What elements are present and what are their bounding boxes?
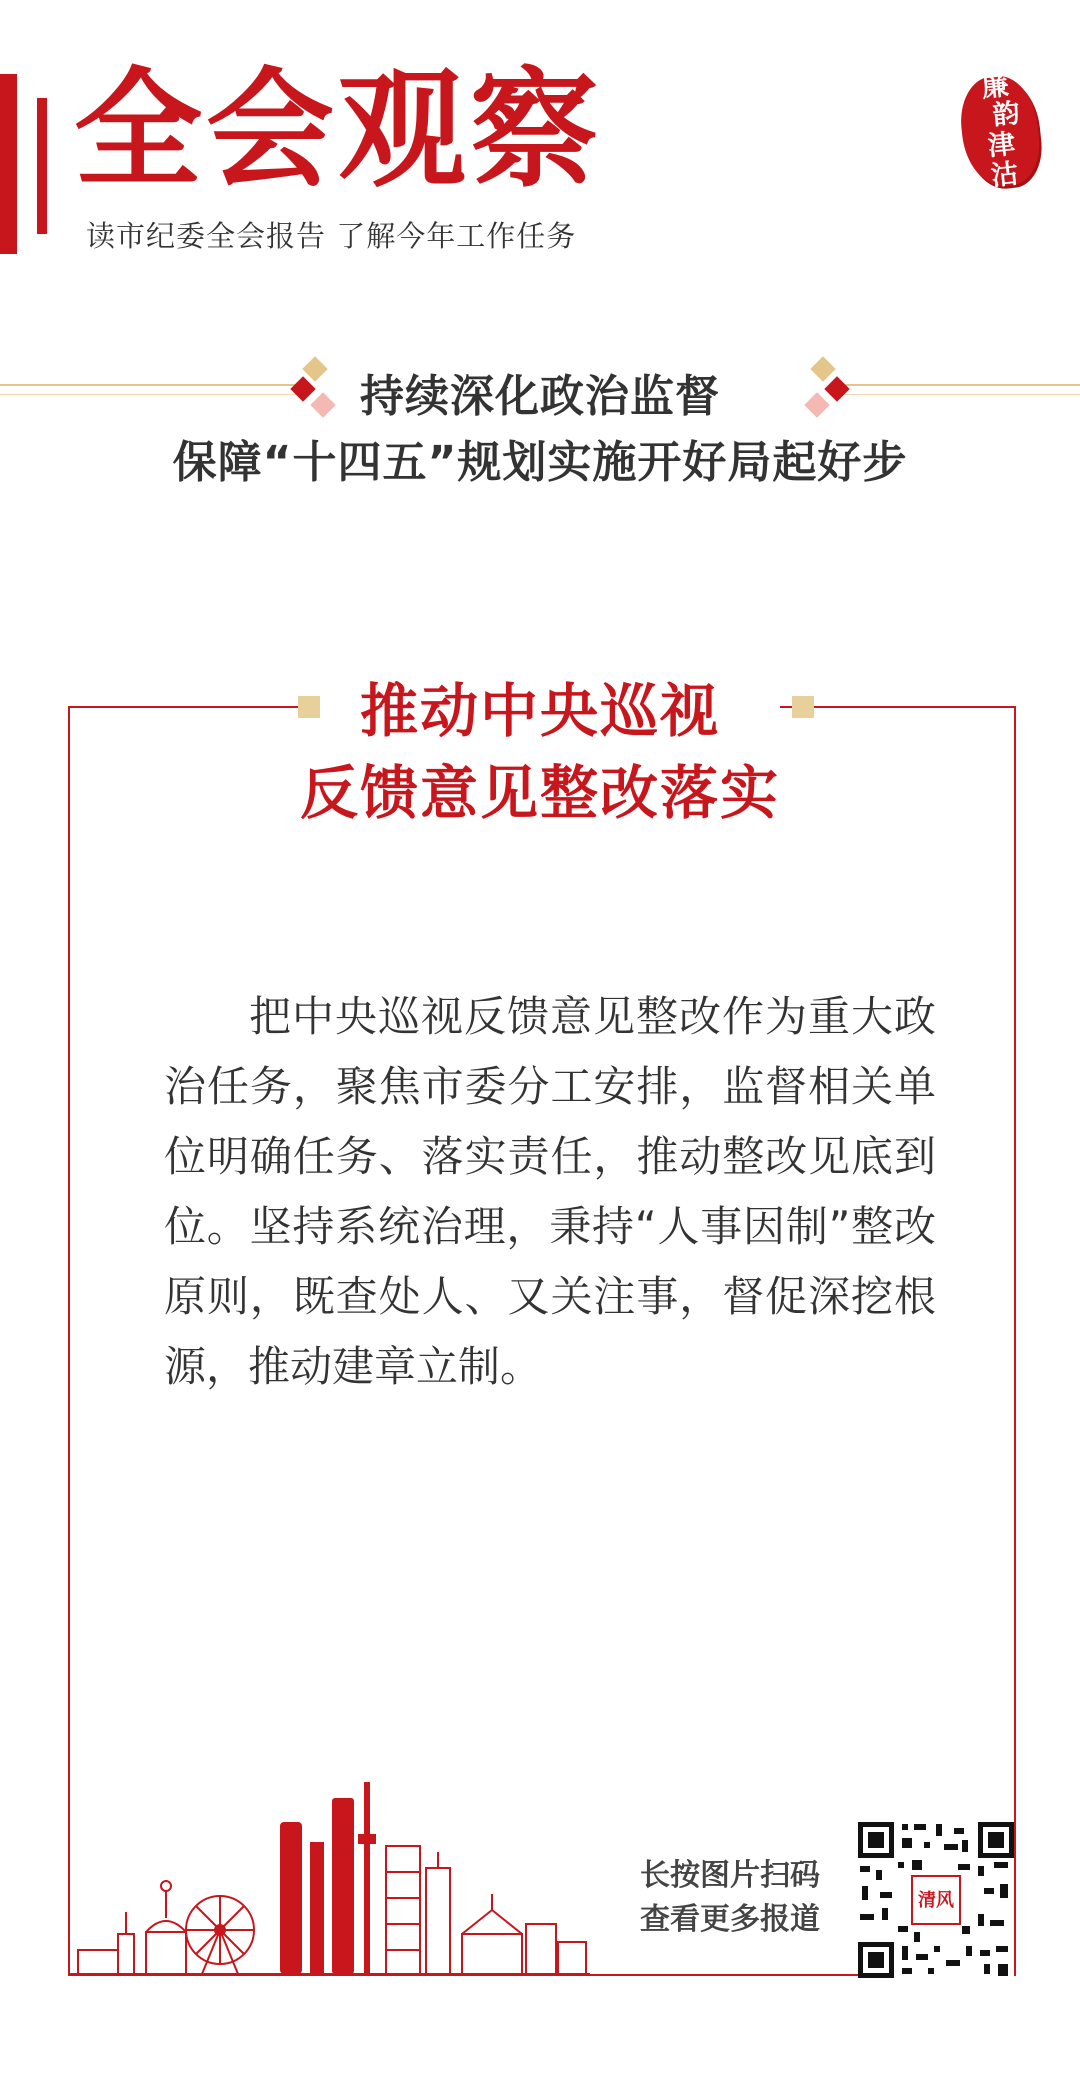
qr-caption-line1: 长按图片扫码 — [640, 1858, 820, 1893]
seal-char: 津 — [986, 128, 1017, 163]
page-title: 全会观察 — [74, 55, 603, 205]
qr-code[interactable] — [858, 1822, 1014, 1978]
seal-char: 韵 — [991, 98, 1022, 132]
seal-char: 沽 — [989, 158, 1020, 192]
qr-caption-line2: 查看更多报道 — [640, 1902, 820, 1937]
card-body-text — [164, 982, 936, 1402]
seal-logo — [956, 69, 1043, 192]
card-title-line1: 推动中央巡视 — [359, 677, 720, 745]
qr-logo-text: 清风 — [918, 1890, 954, 1911]
city-skyline-illustration — [70, 1782, 590, 1976]
page-subtitle: 读市纪委全会报告 了解今年工作任务 — [86, 219, 577, 253]
seal-char: 廉 — [980, 69, 1011, 104]
header-accent-bar — [0, 74, 17, 254]
card-title-line2: 反馈意见整改落实 — [299, 759, 780, 827]
card-body-content: 把中央巡视反馈意见整改作为重大政治任务，聚焦市委分工安排，监督相关单位明确任务、落实责任，推动整改见底到位。坚持系统治理，秉持“人事因制”整改原则，既查处人、又关注事，督促深挖根源，推动建章立制。 — [164, 992, 936, 1391]
section-heading-line1: 持续深化政治监督 — [360, 371, 720, 422]
section-heading-line2: 保障“十四五”规划实施开好局起好步 — [172, 437, 908, 488]
qr-caption — [640, 1854, 840, 1942]
header-accent-bar-thin — [37, 98, 47, 234]
